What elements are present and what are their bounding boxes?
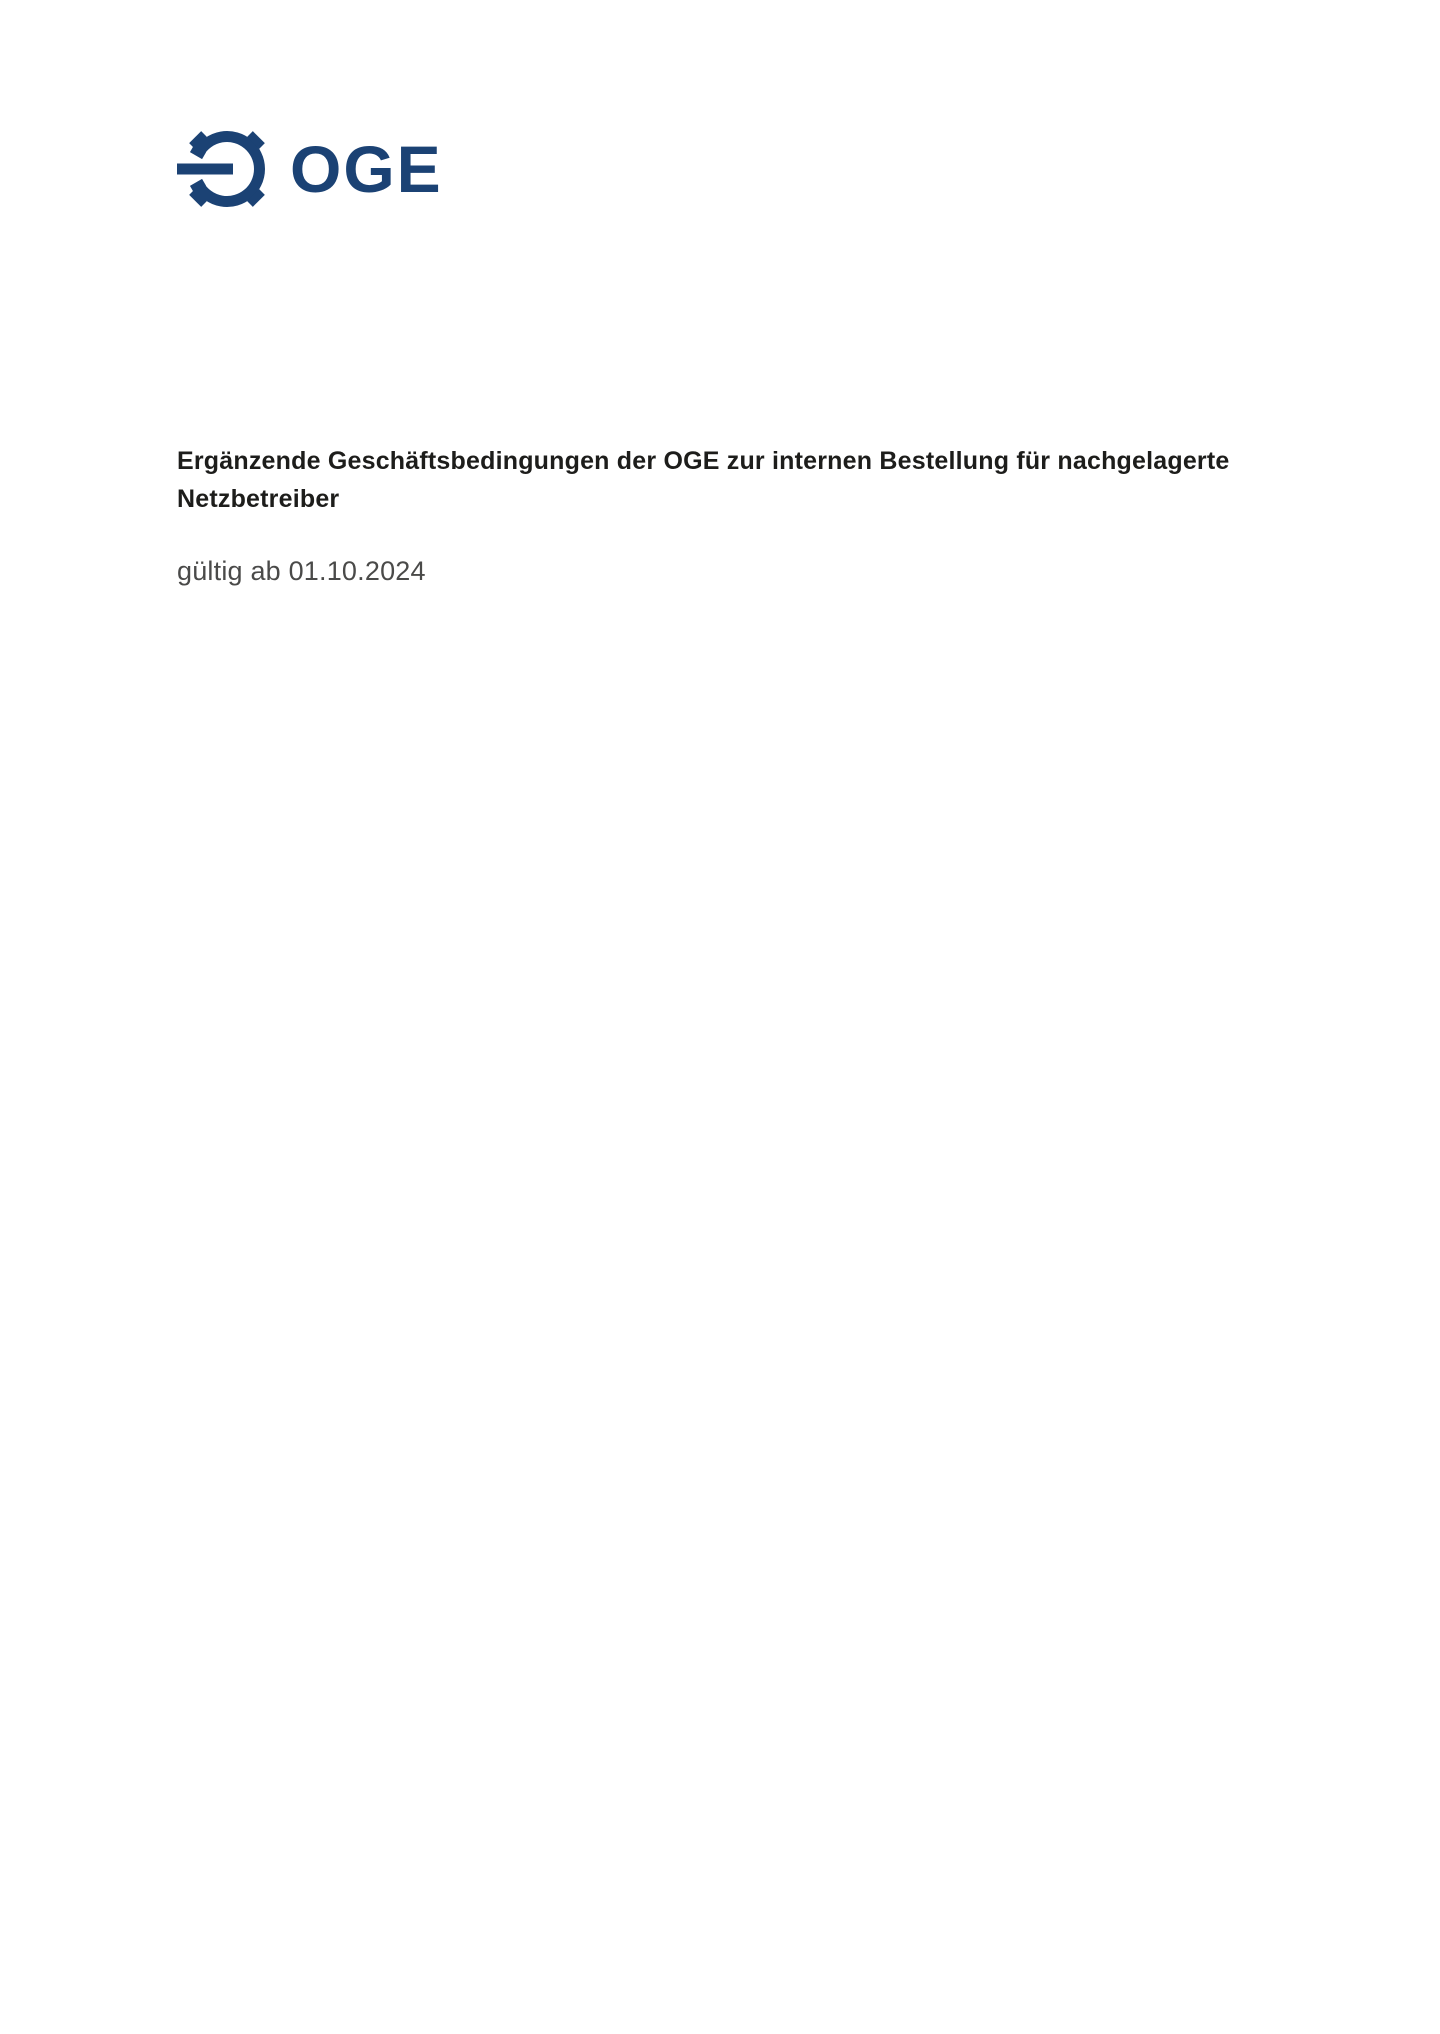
document-title-line1: Ergänzende Geschäftsbedingungen der OGE zur internen Bestellung für nachgelagerte <box>177 447 1230 475</box>
validity-date: gültig ab 01.10.2024 <box>177 556 426 586</box>
pipeline-flange-icon <box>177 126 271 212</box>
logo-wordmark: OGE <box>290 132 443 206</box>
document-title <box>177 442 1357 518</box>
document-title-line2: Netzbetreiber <box>177 485 340 513</box>
oge-logo <box>177 126 443 212</box>
